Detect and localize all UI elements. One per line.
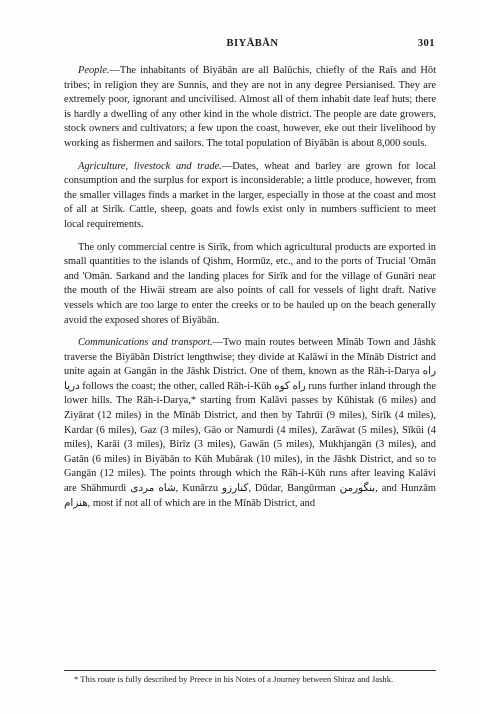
paragraph-people [64,64,436,152]
paragraph-text: —Two main routes between Mīnāb Town and Jāshk traverse the Biyābān District lengthwise; they divide at Kalāwi in the Mīnāb District and unite again at Gangān in the Jāshk District. One of them, known as the Rāh-i-Darya راه دریا follows the coast; the other, called Rāh-i-Kūh راه کوه runs further inland through the lower hills. The Rāh-i-Darya,* starting from Kalāvi passes by Kūhistak (6 miles) and Ziyārat (12 miles) in the Mīnāb District, and then by Tahrūi (9 miles), Sirīk (4 miles), Kardar (6 miles), Gaz (3 miles), Gāo or Namurdi (4 miles), Zarāwat (5 miles), Sīkūi (4 miles), Karāi (3 miles), Birīz (3 miles), Gawān (5 miles), Mukhjangān (3 miles), and Gatān (6 miles) in Biyābān to Kūh Mubārak (10 miles), in the Jāshk District, and so to Gangān (12 miles). The points through which the Rāh-i-Kūh runs after leaving Kalāvi are Shāhmurdi شاه مردی, Kunārzu کنارزو, Dūdar, Bangūrman بنگورمن, and Hunzām هنزام, most if not all of which are in the Mīnāb District, and [64,337,436,509]
paragraph-text: —Dates, wheat and barley are grown for local consumption and the surplus for export is inconsiderable; a little produce, however, from the smaller villages finds a market in the larger, especially in those at the coast and most of all at Sirīk. Cattle, sheep, goats and fowls exist only in numbers sufficient to meet local requirements. [64,160,437,230]
paragraph-text: The only commercial centre is Sirīk, from which agricultural products are exported in small quantities to the islands of Qishm, Hormūz, etc., and to the ports of Trucial 'Omān and 'Omān. Sarkand and the landing places for Sirīk and for the village of Gunāri near the mouth of the Hiwāi stream are also points of call for vessels of light draft. Native vessels which are too large to enter the creeks or to be hauled up on the beach generally avoid the exposed shores of Biyābān. [64,241,436,326]
paragraph-heading: People. [78,65,110,76]
paragraph-heading: Communications and transport. [78,337,213,349]
paragraph-text: —The inhabitants of Biyābān are all Balūchis, chiefly of the Raīs and Hōt tribes; in religion they are Sunnis, and they are not in any degree Persianised. They are extremely poor, ignorant and uncivilised. Almost all of them inhabit date leaf huts; there is hardly a dwelling of any other kind in the whole district. The people are date growers, stock owners and cultivators; a few upon the coast, however, eke out their livelihood by working as fishermen and sailors. The total population of Biyābān is about 8,000 souls. [64,65,436,149]
paragraph-communications [64,336,436,511]
footnote-divider [64,670,436,671]
footnote: * This route is fully described by Preece in his Notes of a Journey between Shiraz and Jashk. [74,674,394,684]
paragraph-commerce [64,241,436,329]
body-text [64,64,436,519]
running-title: BIYĀBĀN [226,38,279,49]
paragraph-heading: Agriculture, livestock and trade. [78,160,222,172]
page-number: 301 [417,38,435,49]
paragraph-agriculture [64,160,436,233]
running-header [70,38,435,54]
